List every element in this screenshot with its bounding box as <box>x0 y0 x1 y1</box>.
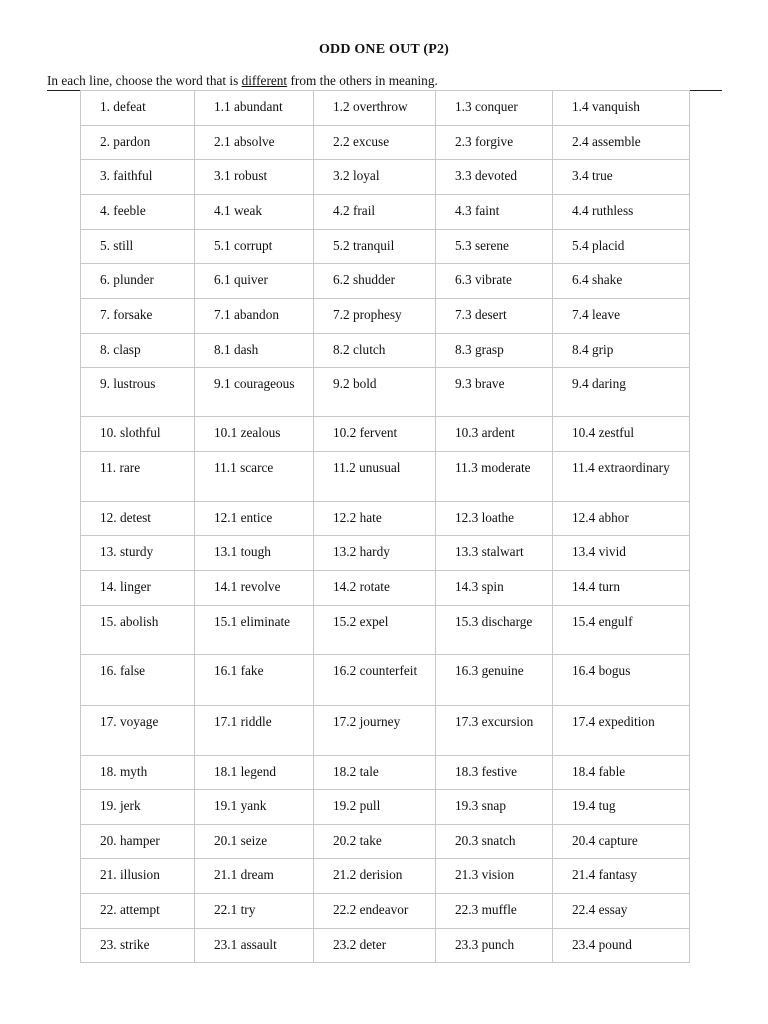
option-4-cell: 6.4 shake <box>553 264 690 299</box>
prompt-word-cell: 5. still <box>81 230 195 264</box>
option-2-cell: 13.2 hardy <box>314 536 436 571</box>
option-1-cell: 21.1 dream <box>195 859 314 894</box>
prompt-word-cell: 10. slothful <box>81 417 195 452</box>
option-2-cell: 12.2 hate <box>314 502 436 536</box>
option-4-cell: 5.4 placid <box>553 230 690 264</box>
option-2-cell: 20.2 take <box>314 825 436 859</box>
option-3-cell: 2.3 forgive <box>436 126 553 160</box>
option-1-cell: 5.1 corrupt <box>195 230 314 264</box>
option-1-cell: 7.1 abandon <box>195 299 314 334</box>
prompt-word-cell: 7. forsake <box>81 299 195 334</box>
table-row <box>81 417 690 452</box>
option-1-cell: 19.1 yank <box>195 790 314 825</box>
option-3-cell: 10.3 ardent <box>436 417 553 452</box>
option-2-cell: 11.2 unusual <box>314 452 436 502</box>
option-4-cell: 20.4 capture <box>553 825 690 859</box>
option-1-cell: 11.1 scarce <box>195 452 314 502</box>
option-3-cell: 18.3 festive <box>436 756 553 790</box>
table-row <box>81 502 690 536</box>
prompt-word-cell: 6. plunder <box>81 264 195 299</box>
prompt-word-cell: 9. lustrous <box>81 368 195 417</box>
table-row <box>81 929 690 963</box>
option-2-cell: 3.2 loyal <box>314 160 436 195</box>
option-3-cell: 14.3 spin <box>436 571 553 606</box>
prompt-word-cell: 3. faithful <box>81 160 195 195</box>
option-2-cell: 4.2 frail <box>314 195 436 230</box>
option-3-cell: 13.3 stalwart <box>436 536 553 571</box>
instruction-emphasis: different <box>241 73 288 88</box>
table-row <box>81 825 690 859</box>
prompt-word-cell: 12. detest <box>81 502 195 536</box>
option-1-cell: 4.1 weak <box>195 195 314 230</box>
option-4-cell: 3.4 true <box>553 160 690 195</box>
option-3-cell: 9.3 brave <box>436 368 553 417</box>
prompt-word-cell: 21. illusion <box>81 859 195 894</box>
prompt-word-cell: 11. rare <box>81 452 195 502</box>
option-3-cell: 3.3 devoted <box>436 160 553 195</box>
option-1-cell: 14.1 revolve <box>195 571 314 606</box>
option-4-cell: 8.4 grip <box>553 334 690 368</box>
option-4-cell: 18.4 fable <box>553 756 690 790</box>
option-2-cell: 1.2 overthrow <box>314 91 436 126</box>
option-3-cell: 16.3 genuine <box>436 655 553 706</box>
prompt-word-cell: 17. voyage <box>81 706 195 756</box>
option-1-cell: 23.1 assault <box>195 929 314 963</box>
option-2-cell: 21.2 derision <box>314 859 436 894</box>
option-4-cell: 9.4 daring <box>553 368 690 417</box>
option-2-cell: 19.2 pull <box>314 790 436 825</box>
table-row <box>81 452 690 502</box>
option-3-cell: 19.3 snap <box>436 790 553 825</box>
option-2-cell: 18.2 tale <box>314 756 436 790</box>
option-4-cell: 7.4 leave <box>553 299 690 334</box>
instruction-text: In each line, choose the word that is <box>47 73 242 88</box>
table-row <box>81 859 690 894</box>
option-1-cell: 18.1 legend <box>195 756 314 790</box>
option-4-cell: 13.4 vivid <box>553 536 690 571</box>
table-row <box>81 571 690 606</box>
table-row <box>81 706 690 756</box>
option-4-cell: 14.4 turn <box>553 571 690 606</box>
prompt-word-cell: 20. hamper <box>81 825 195 859</box>
option-3-cell: 17.3 excursion <box>436 706 553 756</box>
table-row <box>81 126 690 160</box>
option-4-cell: 11.4 extraordinary <box>553 452 690 502</box>
option-2-cell: 7.2 prophesy <box>314 299 436 334</box>
option-1-cell: 20.1 seize <box>195 825 314 859</box>
option-1-cell: 13.1 tough <box>195 536 314 571</box>
option-3-cell: 7.3 desert <box>436 299 553 334</box>
option-2-cell: 6.2 shudder <box>314 264 436 299</box>
option-2-cell: 5.2 tranquil <box>314 230 436 264</box>
prompt-word-cell: 22. attempt <box>81 894 195 929</box>
option-3-cell: 12.3 loathe <box>436 502 553 536</box>
option-3-cell: 21.3 vision <box>436 859 553 894</box>
table-row <box>81 790 690 825</box>
instruction-text-end: from the others in meaning. <box>287 73 438 88</box>
table-row <box>81 894 690 929</box>
table-row <box>81 756 690 790</box>
option-2-cell: 23.2 deter <box>314 929 436 963</box>
option-2-cell: 14.2 rotate <box>314 571 436 606</box>
table-row <box>81 606 690 655</box>
option-4-cell: 15.4 engulf <box>553 606 690 655</box>
option-1-cell: 1.1 abundant <box>195 91 314 126</box>
option-4-cell: 16.4 bogus <box>553 655 690 706</box>
instructions <box>47 73 722 91</box>
table-row <box>81 655 690 706</box>
prompt-word-cell: 1. defeat <box>81 91 195 126</box>
option-3-cell: 11.3 moderate <box>436 452 553 502</box>
option-1-cell: 10.1 zealous <box>195 417 314 452</box>
table-row <box>81 264 690 299</box>
option-1-cell: 17.1 riddle <box>195 706 314 756</box>
page-title: ODD ONE OUT (P2) <box>318 42 450 57</box>
table-row <box>81 195 690 230</box>
option-1-cell: 9.1 courageous <box>195 368 314 417</box>
option-3-cell: 22.3 muffle <box>436 894 553 929</box>
word-table-body <box>81 91 690 963</box>
prompt-word-cell: 14. linger <box>81 571 195 606</box>
prompt-word-cell: 8. clasp <box>81 334 195 368</box>
table-row <box>81 91 690 126</box>
prompt-word-cell: 4. feeble <box>81 195 195 230</box>
option-4-cell: 23.4 pound <box>553 929 690 963</box>
option-4-cell: 21.4 fantasy <box>553 859 690 894</box>
option-4-cell: 4.4 ruthless <box>553 195 690 230</box>
prompt-word-cell: 16. false <box>81 655 195 706</box>
option-3-cell: 23.3 punch <box>436 929 553 963</box>
option-1-cell: 15.1 eliminate <box>195 606 314 655</box>
option-2-cell: 16.2 counterfeit <box>314 655 436 706</box>
option-2-cell: 10.2 fervent <box>314 417 436 452</box>
option-3-cell: 6.3 vibrate <box>436 264 553 299</box>
option-4-cell: 10.4 zestful <box>553 417 690 452</box>
option-1-cell: 3.1 robust <box>195 160 314 195</box>
option-3-cell: 15.3 discharge <box>436 606 553 655</box>
option-1-cell: 12.1 entice <box>195 502 314 536</box>
option-2-cell: 2.2 excuse <box>314 126 436 160</box>
prompt-word-cell: 19. jerk <box>81 790 195 825</box>
table-row <box>81 368 690 417</box>
option-3-cell: 8.3 grasp <box>436 334 553 368</box>
option-1-cell: 16.1 fake <box>195 655 314 706</box>
option-4-cell: 2.4 assemble <box>553 126 690 160</box>
option-2-cell: 9.2 bold <box>314 368 436 417</box>
option-1-cell: 2.1 absolve <box>195 126 314 160</box>
table-row <box>81 536 690 571</box>
prompt-word-cell: 23. strike <box>81 929 195 963</box>
option-2-cell: 8.2 clutch <box>314 334 436 368</box>
option-2-cell: 22.2 endeavor <box>314 894 436 929</box>
option-3-cell: 20.3 snatch <box>436 825 553 859</box>
word-table <box>80 90 690 963</box>
prompt-word-cell: 15. abolish <box>81 606 195 655</box>
table-row <box>81 230 690 264</box>
option-3-cell: 1.3 conquer <box>436 91 553 126</box>
table-row <box>81 299 690 334</box>
option-2-cell: 15.2 expel <box>314 606 436 655</box>
option-4-cell: 19.4 tug <box>553 790 690 825</box>
table-row <box>81 334 690 368</box>
option-4-cell: 17.4 expedition <box>553 706 690 756</box>
option-3-cell: 5.3 serene <box>436 230 553 264</box>
option-4-cell: 22.4 essay <box>553 894 690 929</box>
option-1-cell: 6.1 quiver <box>195 264 314 299</box>
prompt-word-cell: 13. sturdy <box>81 536 195 571</box>
table-row <box>81 160 690 195</box>
option-3-cell: 4.3 faint <box>436 195 553 230</box>
prompt-word-cell: 2. pardon <box>81 126 195 160</box>
option-1-cell: 22.1 try <box>195 894 314 929</box>
option-2-cell: 17.2 journey <box>314 706 436 756</box>
option-4-cell: 1.4 vanquish <box>553 91 690 126</box>
option-4-cell: 12.4 abhor <box>553 502 690 536</box>
option-1-cell: 8.1 dash <box>195 334 314 368</box>
prompt-word-cell: 18. myth <box>81 756 195 790</box>
